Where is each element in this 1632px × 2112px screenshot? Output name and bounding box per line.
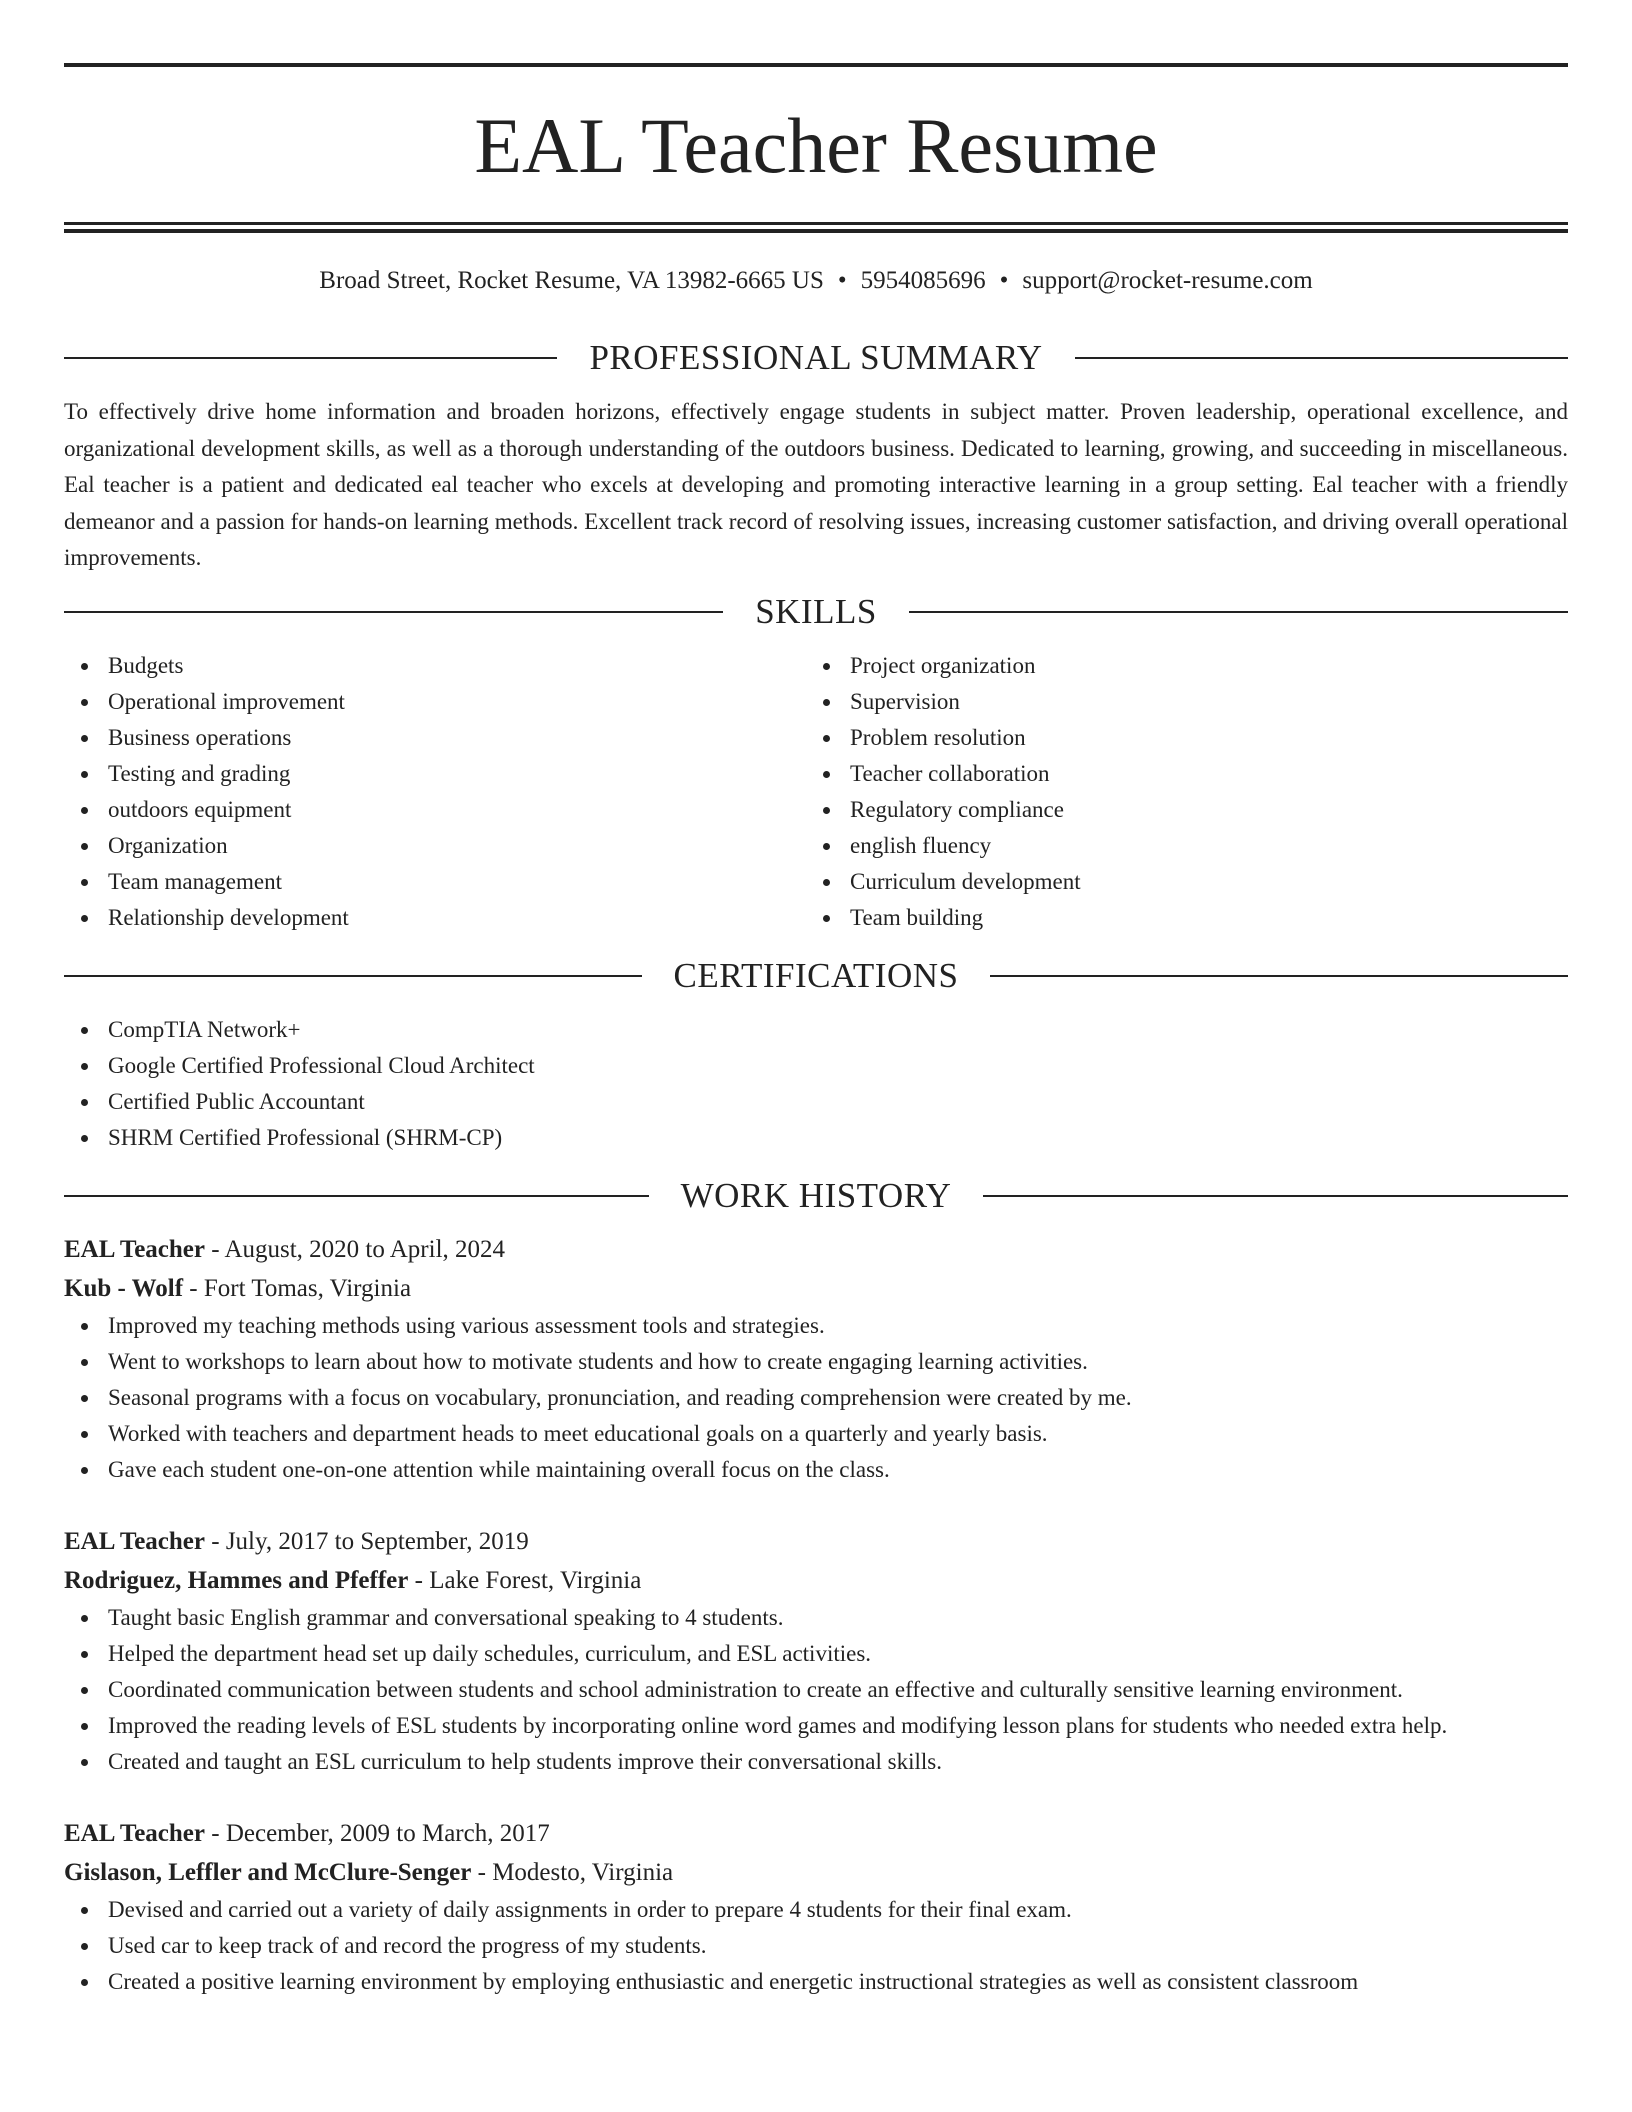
job-bullet: Gave each student one-on-one attention while maintaining overall focus on the class.	[64, 1452, 1568, 1488]
heading-rule-left	[64, 357, 557, 359]
job-bullet: Improved my teaching methods using various assessment tools and strategies.	[64, 1308, 1568, 1344]
section-heading-summary	[64, 337, 1568, 379]
skill-item: Project organization	[806, 648, 1568, 684]
heading-rule-left	[64, 975, 642, 977]
summary-text: To effectively drive home information and broaden horizons, effectively engage students in subject matter. Proven leadership, operational excellence, and organizational development skills, as well as a thorough understanding of the outdoors business. Dedicated to learning, growing, and succeeding in miscellaneous. Eal teacher is a patient and dedicated eal teacher who excels at developing and promoting interactive learning in a group setting. Eal teacher with a friendly demeanor and a passion for hands-on learning methods. Excellent track record of resolving issues, increasing customer satisfaction, and driving overall operational improvements.	[64, 399, 1568, 570]
job-title-line	[64, 1814, 1568, 1853]
job-title: EAL Teacher	[64, 1527, 205, 1555]
certification-item: Certified Public Accountant	[64, 1084, 1568, 1120]
skills-list-left	[64, 648, 806, 936]
job-entry	[64, 1230, 1568, 1488]
job-location: - Modesto, Virginia	[471, 1858, 674, 1886]
skill-item: Team building	[806, 900, 1568, 936]
section-heading-certifications	[64, 955, 1568, 997]
job-dates: - August, 2020 to April, 2024	[205, 1235, 506, 1263]
job-location: - Fort Tomas, Virginia	[183, 1274, 412, 1302]
skill-item: Business operations	[64, 720, 806, 756]
job-entry	[64, 1814, 1568, 2000]
job-company-line	[64, 1269, 1568, 1308]
skill-item: Testing and grading	[64, 756, 806, 792]
resume-title: EAL Teacher Resume	[474, 102, 1158, 189]
heading-rule-left	[64, 1195, 649, 1197]
job-bullet: Taught basic English grammar and conversational speaking to 4 students.	[64, 1600, 1568, 1636]
job-dates: - July, 2017 to September, 2019	[205, 1527, 529, 1555]
section-heading-label: PROFESSIONAL SUMMARY	[589, 338, 1043, 377]
job-bullet: Devised and carried out a variety of daily assignments in order to prepare 4 students for their final exam.	[64, 1892, 1568, 1928]
skill-item: Budgets	[64, 648, 806, 684]
job-bullet: Helped the department head set up daily schedules, curriculum, and ESL activities.	[64, 1636, 1568, 1672]
job-title-line	[64, 1230, 1568, 1269]
resume-page	[64, 63, 1568, 2000]
skills-columns	[64, 648, 1568, 936]
job-company-line	[64, 1561, 1568, 1600]
skill-item: Organization	[64, 828, 806, 864]
skill-item: Curriculum development	[806, 864, 1568, 900]
contact-separator: •	[837, 267, 847, 294]
top-rule	[64, 63, 1568, 67]
section-heading-label: CERTIFICATIONS	[673, 955, 959, 995]
section-heading-label: WORK HISTORY	[680, 1175, 952, 1215]
certifications-list	[64, 1012, 1568, 1156]
skill-item: Team management	[64, 864, 806, 900]
section-heading-label: SKILLS	[755, 591, 877, 631]
skill-item: outdoors equipment	[64, 792, 806, 828]
job-title: EAL Teacher	[64, 1819, 205, 1847]
job-entry	[64, 1522, 1568, 1780]
skill-item: Problem resolution	[806, 720, 1568, 756]
job-company: Kub - Wolf	[64, 1274, 184, 1302]
certification-item: CompTIA Network+	[64, 1012, 1568, 1048]
contact-phone: 5954085696	[860, 267, 986, 294]
work-history-list	[64, 1230, 1568, 2000]
job-bullet-list	[64, 1308, 1568, 1488]
certification-item: Google Certified Professional Cloud Architect	[64, 1048, 1568, 1084]
skill-item: Relationship development	[64, 900, 806, 936]
job-bullet: Improved the reading levels of ESL students by incorporating online word games and modifying lesson plans for students who needed extra help.	[64, 1708, 1568, 1744]
heading-rule-right	[909, 611, 1568, 613]
job-bullet: Seasonal programs with a focus on vocabulary, pronunciation, and reading comprehension were created by me.	[64, 1380, 1568, 1416]
skill-item: english fluency	[806, 828, 1568, 864]
job-company: Rodriguez, Hammes and Pfeffer	[64, 1566, 409, 1594]
heading-rule-right	[990, 975, 1568, 977]
job-bullet: Created a positive learning environment by employing enthusiastic and energetic instructional strategies as well as consistent classroom	[64, 1964, 1568, 2000]
skill-item: Regulatory compliance	[806, 792, 1568, 828]
section-heading-skills	[64, 591, 1568, 633]
contact-separator: •	[999, 267, 1009, 294]
certification-item: SHRM Certified Professional (SHRM-CP)	[64, 1120, 1568, 1156]
job-bullet-list	[64, 1600, 1568, 1780]
section-heading-work-history	[64, 1175, 1568, 1217]
job-title: EAL Teacher	[64, 1235, 205, 1263]
job-bullet: Coordinated communication between students and school administration to create an effective and culturally sensitive learning environment.	[64, 1672, 1568, 1708]
job-bullet: Created and taught an ESL curriculum to help students improve their conversational skills.	[64, 1744, 1568, 1780]
job-bullet: Went to workshops to learn about how to motivate students and how to create engaging learning activities.	[64, 1344, 1568, 1380]
heading-rule-right	[1075, 357, 1568, 359]
contact-address: Broad Street, Rocket Resume, VA 13982-6665 US	[319, 267, 824, 294]
contact-email: support@rocket-resume.com	[1022, 267, 1313, 294]
job-company: Gislason, Leffler and McClure-Senger	[64, 1858, 472, 1886]
title-double-rule	[64, 222, 1568, 233]
heading-rule-left	[64, 611, 723, 613]
job-title-line	[64, 1522, 1568, 1561]
contact-line	[64, 265, 1568, 297]
job-location: - Lake Forest, Virginia	[408, 1566, 642, 1594]
heading-rule-right	[983, 1195, 1568, 1197]
job-bullet: Used car to keep track of and record the progress of my students.	[64, 1928, 1568, 1964]
job-dates: - December, 2009 to March, 2017	[205, 1819, 550, 1847]
job-bullet-list	[64, 1892, 1568, 2000]
job-company-line	[64, 1853, 1568, 1892]
skill-item: Supervision	[806, 684, 1568, 720]
skills-list-right	[806, 648, 1568, 936]
skill-item: Operational improvement	[64, 684, 806, 720]
job-bullet: Worked with teachers and department heads to meet educational goals on a quarterly and yearly basis.	[64, 1416, 1568, 1452]
skill-item: Teacher collaboration	[806, 756, 1568, 792]
